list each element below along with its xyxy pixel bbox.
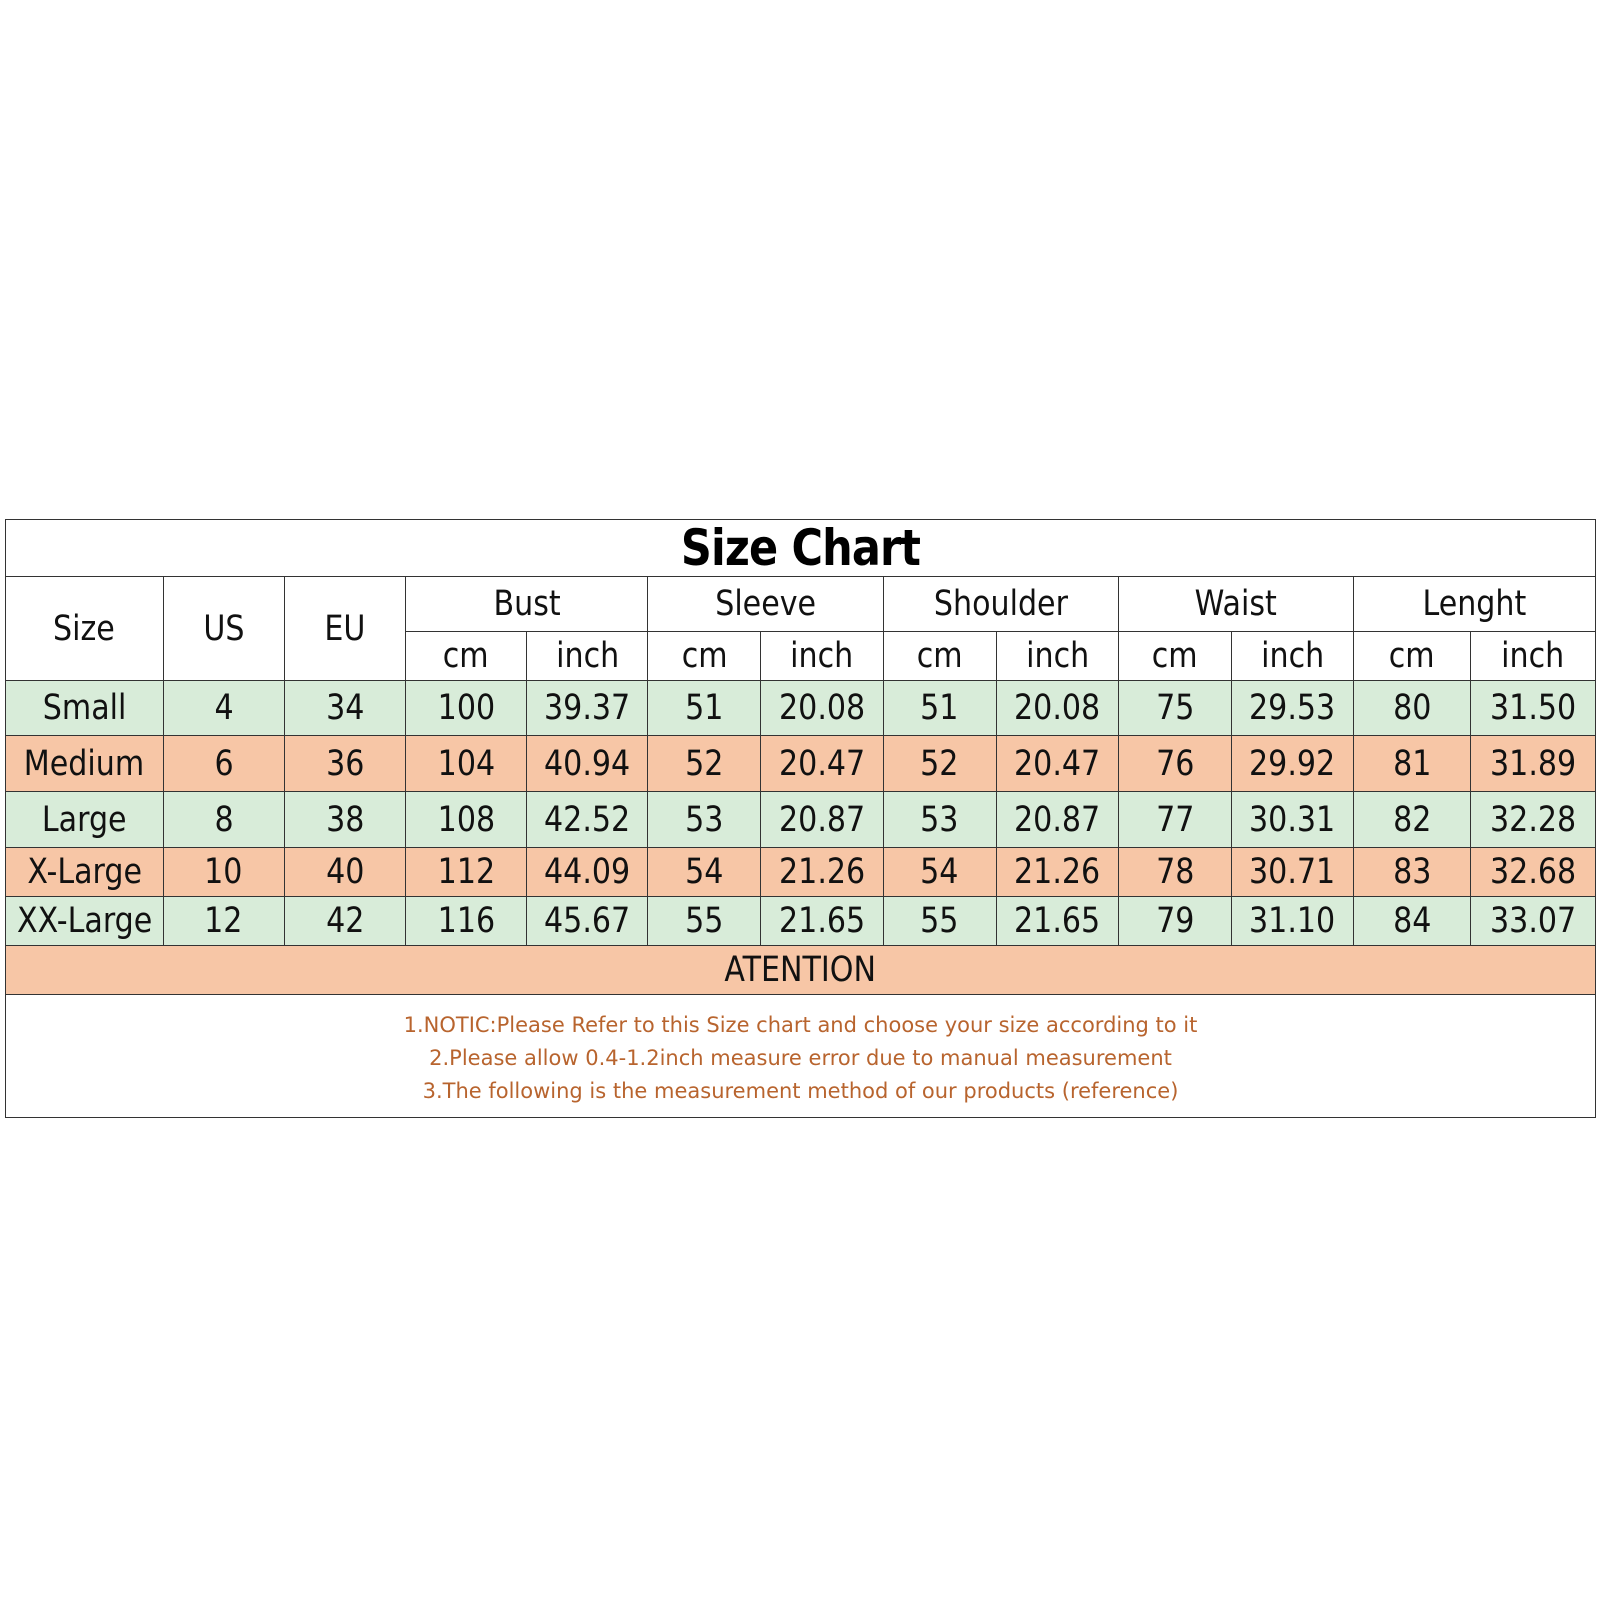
size-table <box>6 576 1595 995</box>
cell-value: 29.92 <box>1231 736 1353 792</box>
table-row <box>6 736 1595 792</box>
cell-value: 82 <box>1354 792 1471 848</box>
cell-value: 20.47 <box>996 736 1118 792</box>
note-line: 3.The following is the measurement method of our products (reference) <box>422 1079 1179 1103</box>
cell-value: 81 <box>1354 736 1471 792</box>
cell-eu: 34 <box>284 681 405 736</box>
unit-cm: cm <box>883 632 996 681</box>
cell-value: 33.07 <box>1471 897 1595 946</box>
cell-value: 20.08 <box>996 681 1118 736</box>
cell-value: 77 <box>1118 792 1231 848</box>
cell-value: 55 <box>648 897 761 946</box>
cell-us: 4 <box>163 681 284 736</box>
cell-value: 30.71 <box>1231 848 1353 897</box>
cell-value: 30.31 <box>1231 792 1353 848</box>
cell-value: 76 <box>1118 736 1231 792</box>
cell-eu: 36 <box>284 736 405 792</box>
cell-value: 79 <box>1118 897 1231 946</box>
table-row <box>6 897 1595 946</box>
cell-us: 12 <box>163 897 284 946</box>
note-line: 1.NOTIC:Please Refer to this Size chart and choose your size according to it <box>403 1013 1198 1037</box>
header-waist: Waist <box>1118 577 1353 632</box>
unit-inch: inch <box>527 632 648 681</box>
unit-inch: inch <box>1231 632 1353 681</box>
cell-size: Large <box>6 792 163 848</box>
cell-size: XX-Large <box>6 897 163 946</box>
cell-value: 51 <box>883 681 996 736</box>
cell-eu: 42 <box>284 897 405 946</box>
cell-value: 42.52 <box>527 792 648 848</box>
cell-value: 52 <box>883 736 996 792</box>
cell-value: 51 <box>648 681 761 736</box>
cell-size: Medium <box>6 736 163 792</box>
cell-value: 100 <box>405 681 526 736</box>
cell-value: 78 <box>1118 848 1231 897</box>
cell-value: 55 <box>883 897 996 946</box>
cell-value: 54 <box>648 848 761 897</box>
attention-row <box>6 946 1595 995</box>
unit-inch: inch <box>761 632 883 681</box>
header-size: Size <box>6 577 163 681</box>
cell-eu: 38 <box>284 792 405 848</box>
unit-cm: cm <box>1118 632 1231 681</box>
cell-value: 80 <box>1354 681 1471 736</box>
cell-value: 21.65 <box>996 897 1118 946</box>
cell-size: Small <box>6 681 163 736</box>
table-row <box>6 848 1595 897</box>
cell-value: 45.67 <box>527 897 648 946</box>
cell-value: 39.37 <box>527 681 648 736</box>
unit-cm: cm <box>405 632 526 681</box>
cell-value: 31.10 <box>1231 897 1353 946</box>
cell-value: 53 <box>883 792 996 848</box>
cell-value: 54 <box>883 848 996 897</box>
cell-value: 20.87 <box>996 792 1118 848</box>
header-us: US <box>163 577 284 681</box>
cell-value: 40.94 <box>527 736 648 792</box>
cell-value: 53 <box>648 792 761 848</box>
cell-value: 108 <box>405 792 526 848</box>
header-length: Lenght <box>1354 577 1595 632</box>
cell-value: 104 <box>405 736 526 792</box>
cell-us: 10 <box>163 848 284 897</box>
cell-value: 31.50 <box>1471 681 1595 736</box>
unit-cm: cm <box>648 632 761 681</box>
cell-value: 20.87 <box>761 792 883 848</box>
cell-value: 32.68 <box>1471 848 1595 897</box>
cell-value: 52 <box>648 736 761 792</box>
notes-block <box>6 1001 1595 1118</box>
chart-title: Size Chart <box>680 519 921 577</box>
table-row <box>6 681 1595 736</box>
cell-us: 8 <box>163 792 284 848</box>
size-chart <box>5 519 1596 1118</box>
header-eu: EU <box>284 577 405 681</box>
unit-inch: inch <box>996 632 1118 681</box>
cell-us: 6 <box>163 736 284 792</box>
cell-value: 83 <box>1354 848 1471 897</box>
cell-value: 31.89 <box>1471 736 1595 792</box>
cell-value: 84 <box>1354 897 1471 946</box>
unit-cm: cm <box>1354 632 1471 681</box>
cell-value: 75 <box>1118 681 1231 736</box>
cell-value: 32.28 <box>1471 792 1595 848</box>
cell-size: X-Large <box>6 848 163 897</box>
cell-value: 112 <box>405 848 526 897</box>
header-bust: Bust <box>405 577 647 632</box>
header-row-groups <box>6 577 1595 632</box>
header-shoulder: Shoulder <box>883 577 1118 632</box>
cell-value: 44.09 <box>527 848 648 897</box>
cell-value: 20.08 <box>761 681 883 736</box>
cell-value: 21.26 <box>761 848 883 897</box>
cell-value: 21.26 <box>996 848 1118 897</box>
attention-heading: ATENTION <box>6 946 1595 995</box>
unit-inch: inch <box>1471 632 1595 681</box>
cell-eu: 40 <box>284 848 405 897</box>
header-sleeve: Sleeve <box>648 577 883 632</box>
note-line: 2.Please allow 0.4-1.2inch measure error due to manual measurement <box>429 1046 1172 1070</box>
cell-value: 21.65 <box>761 897 883 946</box>
table-row <box>6 792 1595 848</box>
cell-value: 20.47 <box>761 736 883 792</box>
cell-value: 29.53 <box>1231 681 1353 736</box>
cell-value: 116 <box>405 897 526 946</box>
